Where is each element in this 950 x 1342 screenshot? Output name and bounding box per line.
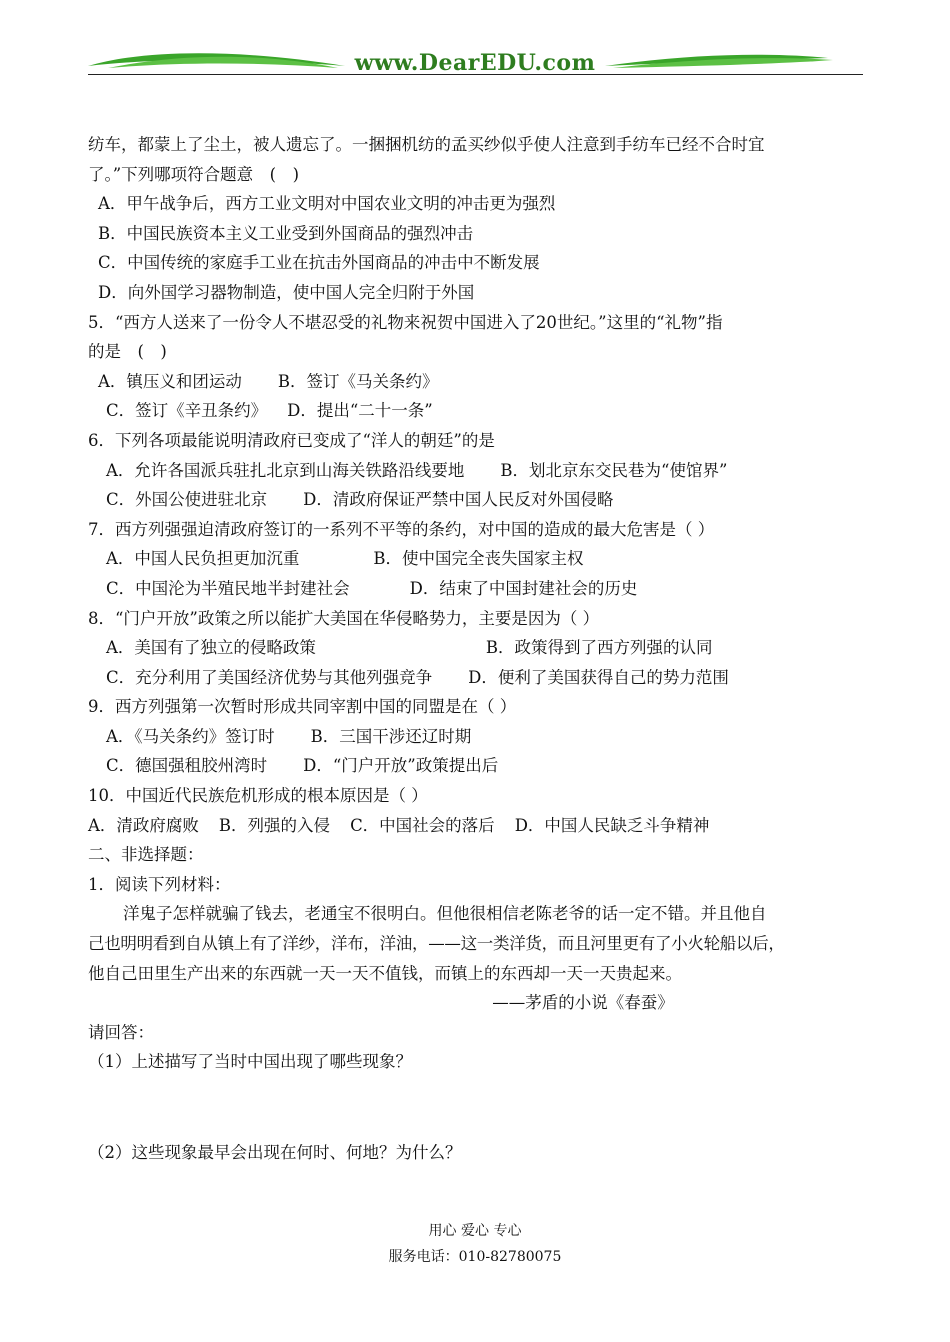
option-d: D．清政府保证严禁中国人民反对外国侵略 [303, 490, 614, 510]
option-row [88, 751, 878, 781]
option-row [88, 811, 878, 841]
option-b: B．使中国完全丧失国家主权 [373, 549, 584, 569]
question-8: 8．“门户开放”政策之所以能扩大美国在华侵略势力，主要是因为（ ） [88, 608, 600, 628]
option-row [88, 396, 878, 426]
option-d: D．便利了美国获得自己的势力范围 [468, 667, 729, 687]
option-line: A．甲午战争后，西方工业文明对中国农业文明的冲击更为强烈 [98, 194, 556, 214]
text-line: 了。”下列哪项符合题意 ( ) [88, 164, 300, 184]
option-b: B．划北京东交民巷为“使馆界” [500, 460, 728, 480]
site-logo-text[interactable]: www.DearEDU.com [354, 50, 596, 76]
option-row [88, 456, 878, 486]
option-row [88, 722, 878, 752]
footer-phone: 服务电话：010-82780075 [388, 1249, 562, 1265]
option-c: C．德国强租胶州湾时 [106, 756, 268, 776]
option-c: C．中国沦为半殖民地半封建社会 [106, 578, 350, 598]
option-line: D．向外国学习器物制造，使中国人完全归附于外国 [98, 282, 475, 302]
section-heading: 二、非选择题： [88, 845, 204, 865]
material-paragraph: 己也明明看到自从镇上有了洋纱，洋布，洋油，——这一类洋货，而且河里更有了小火轮船以后， [88, 934, 785, 954]
option-c: C．中国社会的落后 [350, 815, 495, 835]
sub-question-1: （1）上述描写了当时中国出现了哪些现象？ [88, 1052, 412, 1072]
question-5: 5．“西方人送来了一份令人不堪忍受的礼物来祝贺中国进入了20世纪。”这里的“礼物”指 [88, 312, 723, 332]
option-row [88, 633, 878, 663]
option-row [88, 367, 878, 397]
option-b: B．三国干涉还辽时期 [310, 726, 472, 746]
option-d: D．中国人民缺乏斗争精神 [514, 815, 710, 835]
option-c: C．外国公使进驻北京 [106, 490, 268, 510]
material-paragraph: 他自己田里生产出来的东西就一天一天不值钱，而镇上的东西却一天一天贵起来。 [88, 963, 682, 983]
question-9: 9．西方列强第一次暂时形成共同宰割中国的同盟是在（ ） [88, 697, 517, 717]
option-a: A．清政府腐败 [88, 815, 199, 835]
question-6: 6．下列各项最能说明清政府已变成了“洋人的朝廷”的是 [88, 430, 495, 450]
option-row [88, 574, 878, 604]
option-row [88, 544, 878, 574]
header-rule [88, 74, 863, 75]
option-b: B．列强的入侵 [218, 815, 331, 835]
option-a: A．《马关条约》签订时 [106, 726, 275, 746]
answer-prompt: 请回答： [88, 1022, 154, 1042]
option-a: A．镇压义和团运动 [98, 371, 242, 391]
material-paragraph: 洋鬼子怎样就骗了钱去，老通宝不很明白。但他很相信老陈老爷的话一定不错。并且他自 [123, 904, 767, 924]
question-10: 10．中国近代民族危机形成的根本原因是（ ） [88, 786, 428, 806]
footer-slogan: 用心 爱心 专心 [428, 1223, 522, 1239]
option-b: B．签订《马关条约》 [277, 371, 439, 391]
option-d: D．结束了中国封建社会的历史 [409, 578, 638, 598]
option-row [88, 485, 878, 515]
document-body [88, 130, 878, 1168]
option-d: D．“门户开放”政策提出后 [303, 756, 499, 776]
option-line: C．中国传统的家庭手工业在抗击外国商品的冲击中不断发展 [98, 253, 540, 273]
text-line: 纺车，都蒙上了尘土，被人遗忘了。一捆捆机纺的孟买纱似乎使人注意到手纺车已经不合时宜 [88, 135, 765, 154]
option-b: B．政策得到了西方列强的认同 [485, 638, 713, 658]
option-a: A．美国有了独立的侵略政策 [106, 638, 316, 658]
material-source: ——茅盾的小说《春蚕》 [492, 993, 674, 1013]
page-footer [0, 1218, 950, 1270]
option-line: B．中国民族资本主义工业受到外国商品的强烈冲击 [98, 223, 474, 243]
answer-space [88, 1077, 878, 1138]
material-prompt: 1．阅读下列材料： [88, 874, 231, 894]
option-d: D．提出“二十一条” [287, 401, 433, 421]
option-a: A．中国人民负担更加沉重 [106, 549, 300, 569]
option-row [88, 663, 878, 693]
option-c: C．签订《辛丑条约》 [106, 401, 268, 421]
option-a: A．允许各国派兵驻扎北京到山海关铁路沿线要地 [106, 460, 465, 480]
option-c: C．充分利用了美国经济优势与其他列强竞争 [106, 667, 433, 687]
sub-question-2: （2）这些现象最早会出现在何时、何地？为什么？ [88, 1143, 462, 1162]
question-7: 7．西方列强强迫清政府签订的一系列不平等的条约，对中国的造成的最大危害是（ ） [88, 519, 715, 539]
question-5-cont: 的是 ( ) [88, 342, 167, 362]
